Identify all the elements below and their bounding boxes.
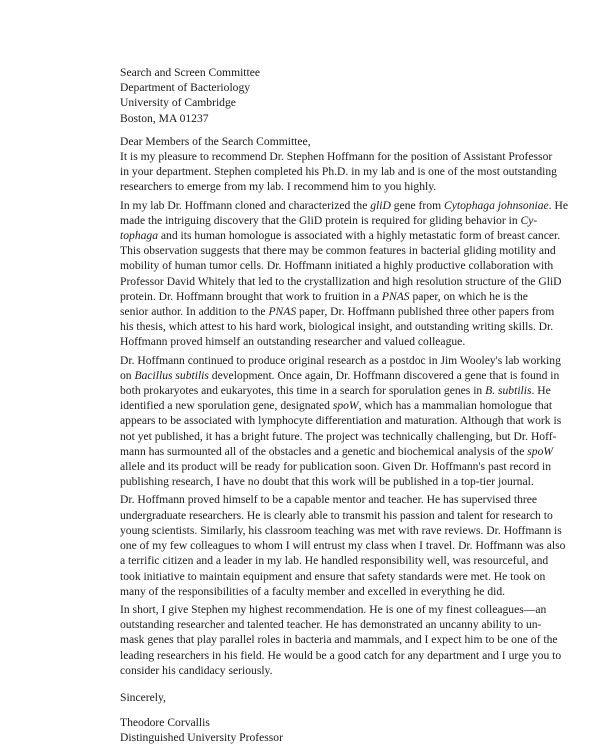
signature-block	[120, 715, 590, 745]
text-run: both prokaryotes and eukaryotes, this time in a search for sporulation genes in	[120, 384, 486, 398]
italic-term: spoW	[527, 444, 554, 458]
paragraph-line	[120, 289, 590, 304]
text-run: made the intriguing discovery that the GliD protein is required for gliding behavior in	[120, 213, 521, 227]
text-run: his thesis, which attest to his hard work, biological insight, and outstanding writing skills. Dr.	[120, 320, 554, 334]
paragraph-line	[120, 474, 590, 489]
recipient-address	[120, 65, 590, 126]
text-run: This observation suggests that there may be common features in bacterial gliding motility and	[120, 244, 556, 258]
address-line: Search and Screen Committee	[120, 66, 261, 79]
paragraph-line	[120, 569, 590, 584]
body-paragraph	[120, 149, 590, 195]
paragraph-line	[120, 617, 590, 632]
paragraph-line	[120, 334, 590, 349]
text-run: allele and its product will be ready for publication soon. Given Dr. Hoffmann's past record in	[120, 460, 552, 474]
paragraph-line	[120, 228, 590, 243]
body-paragraph	[120, 353, 590, 490]
paragraph-line	[120, 538, 590, 553]
paragraph-line	[120, 383, 590, 398]
italic-term: Cy-	[520, 213, 538, 227]
closing: Sincerely,	[120, 690, 166, 704]
text-run: Dr. Hoffmann continued to produce original research as a postdoc in Jim Wooley's lab working	[120, 353, 561, 367]
paragraph-line	[120, 304, 590, 319]
paragraph-line	[120, 243, 590, 258]
address-line: Boston, MA 01237	[120, 111, 209, 125]
paragraph-line	[120, 602, 590, 617]
text-run: mann has surmounted all of the obstacles and a genetic and biochemical analysis of the	[120, 444, 528, 458]
italic-term: PNAS	[381, 289, 410, 303]
text-run: Professor David Whitely that led to the crystallization and high resolution structure of the GliD	[120, 274, 562, 288]
text-run: not yet published, it has a bright future. The project was technically challenging, but Dr. Hoff-	[120, 429, 557, 443]
address-line: University of Cambridge	[120, 96, 236, 110]
text-run: mobility of human tumor cells. Dr. Hoffmann initiated a highly productive collaboration with	[120, 259, 554, 273]
italic-term: PNAS	[268, 305, 297, 319]
paragraph-line	[120, 353, 590, 368]
paragraph-line	[120, 274, 590, 289]
salutation: Dear Members of the Search Committee,	[120, 134, 311, 148]
paragraph-line	[120, 213, 590, 228]
text-run: Hoffmann proved himself an outstanding researcher and valued colleague.	[120, 335, 466, 349]
text-run: publishing research, I have no doubt that this work will be published in a top-tier journal.	[120, 475, 534, 489]
text-run: outstanding researcher and talented teacher. He has demonstrated an uncanny ability to un-	[120, 618, 542, 632]
text-run: took initiative to maintain equipment and ensure that safety standards were met. He took on	[120, 569, 546, 583]
address-line: Department of Bacteriology	[120, 81, 251, 95]
paragraph-line	[120, 258, 590, 273]
italic-term: gliD	[370, 198, 391, 212]
signatory-name: Theodore Corvallis	[120, 716, 210, 730]
body-paragraph	[120, 602, 590, 678]
italic-term: Bacillus subtilis	[134, 368, 209, 382]
paragraph-line	[120, 663, 590, 678]
text-run: identified a new sporulation gene, designated	[120, 399, 333, 413]
text-run: leading researchers in his field. He would be a good catch for any department and I urge you to	[120, 648, 562, 662]
text-run: consider his candidacy seriously.	[120, 663, 273, 677]
italic-term: tophaga	[120, 229, 159, 243]
body-paragraph	[120, 492, 590, 598]
text-run: . He	[531, 384, 551, 398]
text-run: mask genes that play parallel roles in bacteria and mammals, and I expect him to be one of the	[120, 633, 558, 647]
paragraph-line	[120, 164, 590, 179]
text-run: undergraduate researchers. He is clearly able to transmit his passion and talent for research to	[120, 508, 553, 522]
letter-body	[120, 149, 590, 678]
paragraph-line	[120, 429, 590, 444]
body-paragraph	[120, 198, 590, 350]
paragraph-line	[120, 368, 590, 383]
paragraph-line	[120, 648, 590, 663]
paragraph-line	[120, 413, 590, 428]
paragraph-line	[120, 179, 590, 194]
text-run: Dr. Hoffmann proved himself to be a capable mentor and teacher. He has supervised three	[120, 493, 538, 507]
text-run: senior author. In addition to the	[120, 305, 269, 319]
text-run: a terrific citizen and a leader in my lab. He handled responsibility well, was resourceful, and	[120, 554, 549, 568]
italic-term: B. subtilis	[485, 384, 532, 398]
text-run: many of the responsibilities of a faculty member and excelled in everything he did.	[120, 584, 506, 598]
paragraph-line	[120, 398, 590, 413]
text-run: In short, I give Stephen my highest recommendation. He is one of my finest colleagues—an	[120, 602, 547, 616]
italic-term: spoW	[332, 399, 359, 413]
paragraph-line	[120, 632, 590, 647]
text-run: on	[120, 368, 135, 382]
paragraph-line	[120, 523, 590, 538]
italic-term: Cytophaga johnsoniae	[444, 198, 549, 212]
text-run: protein. Dr. Hoffmann brought that work to fruition in a	[120, 289, 382, 303]
text-run: development. Once again, Dr. Hoffmann discovered a gene that is found in	[208, 368, 560, 382]
text-run: one of my few colleagues to whom I will entrust my class when I travel. Dr. Hoffmann was also	[120, 539, 566, 553]
text-run: paper, on which he is the	[409, 289, 528, 303]
paragraph-line	[120, 459, 590, 474]
text-run: in your department. Stephen completed his Ph.D. in my lab and is one of the most outstanding	[120, 165, 557, 179]
paragraph-line	[120, 508, 590, 523]
recommendation-letter	[120, 65, 590, 746]
text-run: gene from	[390, 198, 444, 212]
text-run: , which has a mammalian homologue that	[358, 399, 553, 413]
paragraph-line	[120, 584, 590, 599]
text-run: appears to be associated with lymphocyte differentiation and maturation. Although that work is	[120, 414, 562, 428]
paragraph-line	[120, 198, 590, 213]
text-run: paper, Dr. Hoffmann published three other papers from	[296, 305, 555, 319]
paragraph-line	[120, 492, 590, 507]
text-run: researchers to emerge from my lab. I recommend him to you highly.	[120, 180, 437, 194]
text-run: It is my pleasure to recommend Dr. Stephen Hoffmann for the position of Assistant Professor	[120, 150, 553, 164]
paragraph-line	[120, 553, 590, 568]
paragraph-line	[120, 149, 590, 164]
text-run: and its human homologue is associated with a highly metastatic form of breast cancer.	[158, 229, 561, 243]
paragraph-line	[120, 319, 590, 334]
text-run: . He	[548, 198, 568, 212]
text-run: young scientists. Similarly, his classroom teaching was met with rave reviews. Dr. Hoffmann is	[120, 523, 562, 537]
paragraph-line	[120, 444, 590, 459]
signatory-title: Distinguished University Professor	[120, 731, 283, 745]
text-run: In my lab Dr. Hoffmann cloned and characterized the	[120, 198, 371, 212]
